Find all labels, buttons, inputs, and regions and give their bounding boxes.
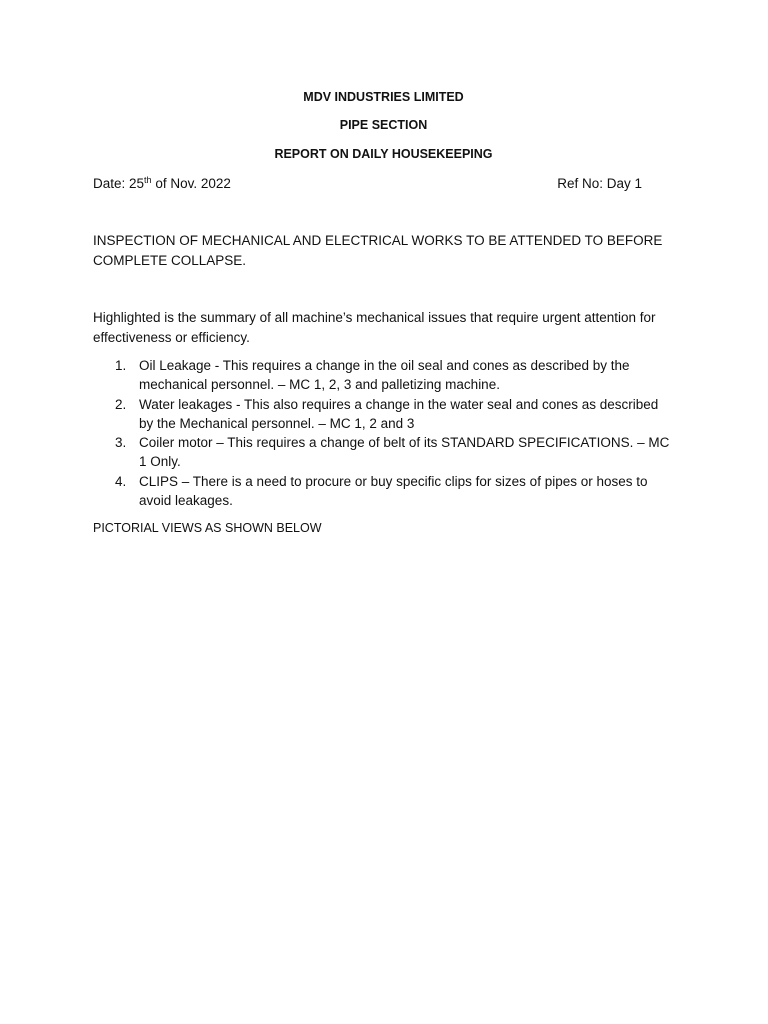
list-item [93,356,674,395]
list-item-text: Coiler motor – This requires a change of belt of its STANDARD SPECIFICATIONS. – MC 1 Only. [139,435,670,470]
report-date [93,174,231,194]
list-item [93,472,674,511]
list-item-number: 2. [115,396,127,412]
list-item-text: CLIPS – There is a need to procure or buy specific clips for sizes of pipes or hoses to avoid leakages. [139,473,648,509]
list-item-number: 1. [115,358,127,373]
reference-number: Ref No: Day 1 [557,176,642,191]
list-item-text: Oil Leakage - This requires a change in the oil seal and cones as described by the mechanical personnel. – MC 1, 2, 3 and palletizing machine. [139,358,630,393]
list-item [93,395,674,434]
inspection-heading: INSPECTION OF MECHANICAL AND ELECTRICAL WORKS TO BE ATTENDED TO BEFORE COMPLETE COLLAPSE. [93,233,663,268]
section-name: PIPE SECTION [339,118,428,132]
summary-intro: Highlighted is the summary of all machine’s mechanical issues that require urgent attention for effectiveness or efficiency. [93,310,656,345]
list-item-number: 3. [115,435,127,451]
company-name: MDV INDUSTRIES LIMITED [303,90,464,104]
pictorial-views-note: PICTORIAL VIEWS AS SHOWN BELOW [93,521,322,536]
date-ordinal-suffix: th [144,175,152,185]
list-item-text: Water leakages - This also requires a change in the water seal and cones as described by the Mechanical personnel. – MC 1, 2 and 3 [139,396,659,431]
date-ref-row [93,174,674,194]
list-item [93,433,674,472]
report-title: REPORT ON DAILY HOUSEKEEPING [274,147,493,161]
issues-list [93,356,674,510]
list-item-number: 4. [115,473,127,489]
date-rest: of Nov. 2022 [151,176,231,191]
date-prefix: Date: 25 [93,176,145,191]
